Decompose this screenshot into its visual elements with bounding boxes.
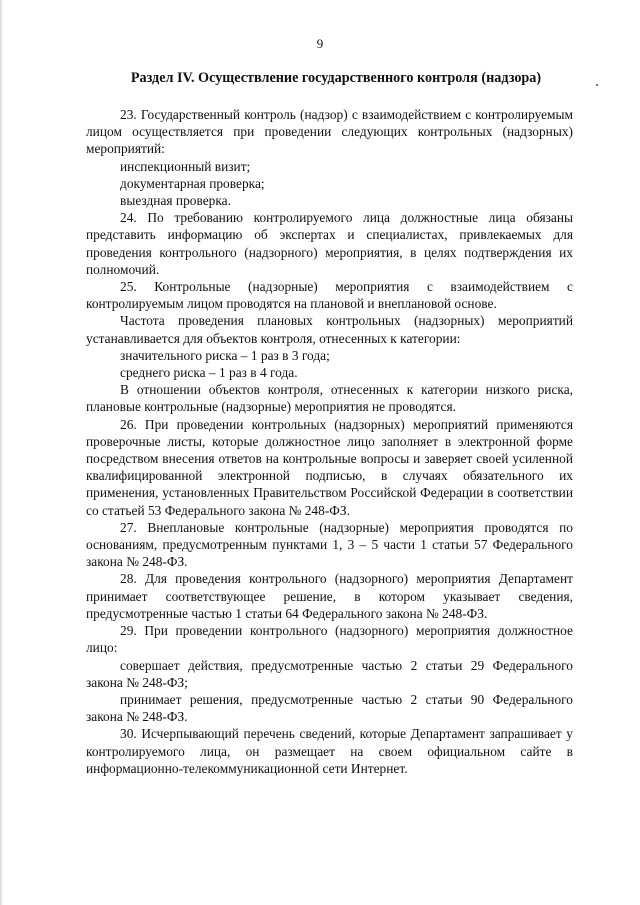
list-item-medium-risk: среднего риска – 1 раз в 4 года. (120, 365, 298, 381)
list-item-documentary-check: документарная проверка; (120, 175, 265, 191)
scan-speck (596, 84, 598, 86)
paragraph-27: 27. Внеплановые контрольные (надзорные) мероприятия проводятся по основаниям, предусмотренным пунктами 1, 3 – 5 части 1 статьи 57 Федерального закона № 248-ФЗ. (86, 519, 573, 570)
section-heading: Раздел IV. Осуществление государственного контроля (надзора) (130, 70, 542, 86)
paragraph-30: 30. Исчерпывающий перечень сведений, которые Департамент запрашивает у контролируемого лица, он размещает на своем официальном сайте в информационно-телекоммуникационной сети Интернет. (86, 726, 573, 776)
paragraph-frequency: Частота проведения плановых контрольных (надзорных) мероприятий устанавливается для объектов контроля, отнесенных к категории: (86, 313, 573, 346)
paragraph-29-actions: совершает действия, предусмотренные частью 2 статьи 29 Федерального закона № 248-ФЗ; (86, 657, 573, 690)
paragraph-low-risk: В отношении объектов контроля, отнесенных к категории низкого риска, плановые контрольные (надзорные) мероприятия не проводятся. (86, 382, 573, 415)
paragraph-29-decisions: принимает решения, предусмотренные частью 2 статьи 90 Федерального закона № 248-ФЗ. (86, 691, 573, 725)
page-number: 9 (316, 36, 324, 51)
paragraph-24: 24. По требованию контролируемого лица должностные лица обязаны представить информацию об экспертах и специалистах, привлекаемых для проведения контрольного (надзорного) мероприятия, в целях подтверждения их полномочий. (86, 210, 573, 277)
paragraph-26: 26. При проведении контрольных (надзорных) мероприятий применяются проверочные листы, которые должностное лицо заполняет в электронной форме посредством внесения ответов на контрольные вопросы и заверяет своей усиленной квалифицированной электронной подписью, в случаях обязательного их применения, установленных Правительством Российской Федерации в соответствии со статьей 53 Федерального закона № 248-ФЗ. (86, 416, 573, 518)
document-body (86, 106, 573, 777)
paragraph-23: 23. Государственный контроль (надзор) с взаимодействием с контролируемым лицом осуществляется при проведении следующих контрольных (надзорных) мероприятий: (86, 107, 573, 157)
paragraph-29: 29. При проведении контрольного (надзорного) мероприятия должностное лицо: (86, 623, 573, 656)
paragraph-25: 25. Контрольные (надзорные) мероприятия с взаимодействием с контролируемым лицом проводятся на плановой и внеплановой основе. (86, 279, 573, 312)
list-item-inspection-visit: инспекционный визит; (120, 158, 251, 174)
paragraph-28: 28. Для проведения контрольного (надзорного) мероприятия Департамент принимает соответствующее решение, в котором указывает сведения, предусмотренные частью 1 статьи 64 Федерального закона № 248-ФЗ. (86, 571, 573, 621)
page-edge-shadow (0, 0, 3, 905)
list-item-onsite-check: выездная проверка. (120, 193, 231, 209)
list-item-significant-risk: значительного риска – 1 раз в 3 года; (120, 347, 330, 363)
